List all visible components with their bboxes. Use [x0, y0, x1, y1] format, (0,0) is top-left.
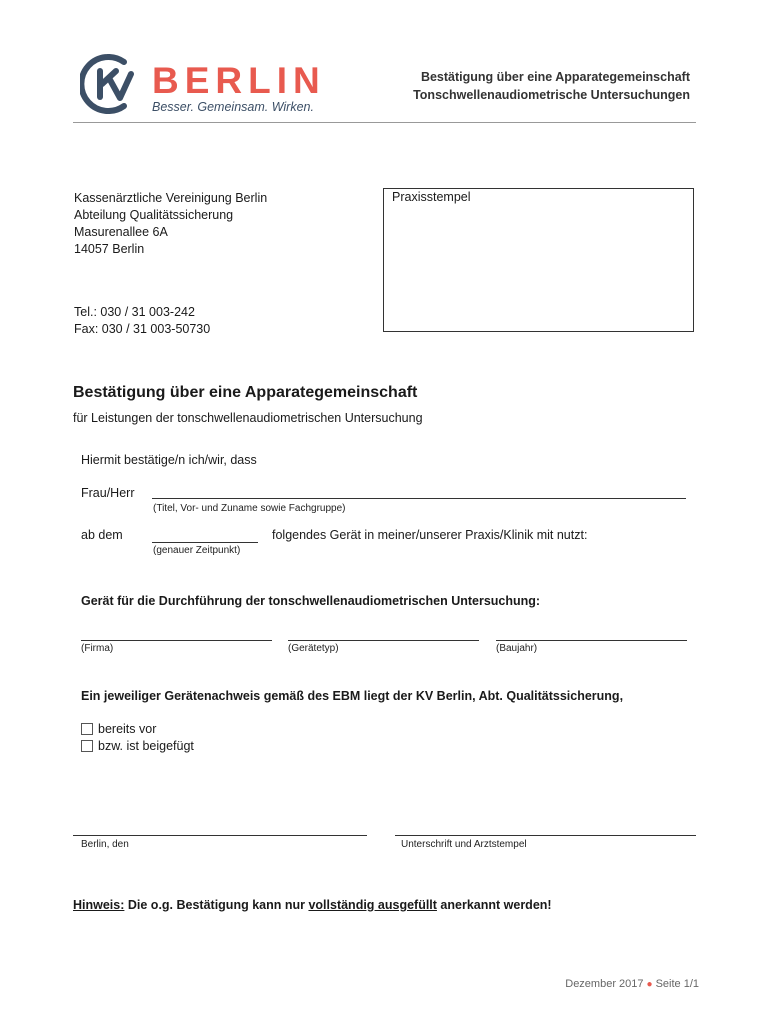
manufacturer-field[interactable]	[81, 628, 272, 641]
option-already-present[interactable]	[81, 722, 156, 736]
signature-field[interactable]	[395, 825, 696, 836]
form-title: Bestätigung über eine Apparategemeinschaft	[73, 384, 418, 401]
kv-logo-icon	[80, 54, 140, 114]
place-date-field[interactable]	[73, 825, 367, 836]
note	[73, 898, 552, 912]
footer-page: Seite 1/1	[655, 978, 699, 990]
person-hint: (Titel, Vor- und Zuname sowie Fachgruppe)	[153, 503, 346, 514]
form-subtitle: für Leistungen der tonschwellenaudiometrischen Untersuchung	[73, 411, 423, 425]
person-name-field[interactable]	[152, 486, 686, 499]
person-label: Frau/Herr	[81, 486, 135, 500]
header-divider	[73, 122, 696, 123]
evidence-heading: Ein jeweiliger Gerätenachweis gemäß des EBM liegt der KV Berlin, Abt. Qualitätssicherung,	[81, 689, 624, 703]
phone-number: Tel.: 030 / 31 003-242	[74, 305, 195, 319]
device-type-field[interactable]	[288, 628, 479, 641]
practice-stamp-label: Praxisstempel	[392, 190, 471, 204]
option-attached[interactable]	[81, 739, 194, 753]
place-date-label: Berlin, den	[81, 839, 129, 850]
address-line: Masurenallee 6A	[74, 225, 168, 239]
build-year-field[interactable]	[496, 628, 687, 641]
address-line: 14057 Berlin	[74, 242, 145, 256]
address-line: Kassenärztliche Vereinigung Berlin	[74, 191, 268, 205]
address-line: Abteilung Qualitätssicherung	[74, 208, 234, 222]
logo-claim: Besser. Gemeinsam. Wirken.	[152, 100, 314, 114]
option-label: bzw. ist beigefügt	[98, 739, 194, 753]
device-type-hint: (Gerätetyp)	[288, 643, 339, 654]
contact-info	[74, 304, 210, 338]
logo-wordmark: BERLIN	[152, 60, 326, 101]
page-footer	[565, 978, 699, 990]
option-label: bereits vor	[98, 722, 157, 736]
note-emphasis: vollständig ausgefüllt	[308, 898, 437, 912]
footer-date: Dezember 2017	[565, 978, 644, 990]
header-title-line1: Bestätigung über eine Apparategemeinschaft	[420, 70, 690, 84]
intro-text: Hiermit bestätige/n ich/wir, dass	[81, 453, 257, 467]
start-date-field[interactable]	[152, 530, 258, 543]
signature-label: Unterschrift und Arztstempel	[401, 839, 527, 850]
checkbox-attached[interactable]	[81, 740, 93, 752]
checkbox-already-present[interactable]	[81, 723, 93, 735]
bullet-icon: ●	[646, 979, 653, 990]
build-year-hint: (Baujahr)	[496, 643, 538, 654]
device-heading: Gerät für die Durchführung der tonschwellenaudiometrischen Untersuchung:	[81, 594, 541, 608]
note-text: Die o.g. Bestätigung kann nur	[124, 898, 309, 912]
header-title-line2: Tonschwellenaudiometrische Untersuchungen	[413, 88, 690, 102]
fax-number: Fax: 030 / 31 003-50730	[74, 322, 211, 336]
date-after-text: folgendes Gerät in meiner/unserer Praxis/Klinik mit nutzt:	[272, 528, 588, 542]
date-hint: (genauer Zeitpunkt)	[153, 545, 241, 556]
note-text: anerkannt werden!	[436, 898, 552, 912]
document-header	[413, 68, 690, 104]
practice-stamp-box[interactable]	[383, 188, 694, 332]
note-prefix: Hinweis:	[73, 898, 125, 912]
date-label: ab dem	[81, 528, 123, 542]
manufacturer-hint: (Firma)	[81, 643, 114, 654]
recipient-address	[74, 190, 267, 258]
